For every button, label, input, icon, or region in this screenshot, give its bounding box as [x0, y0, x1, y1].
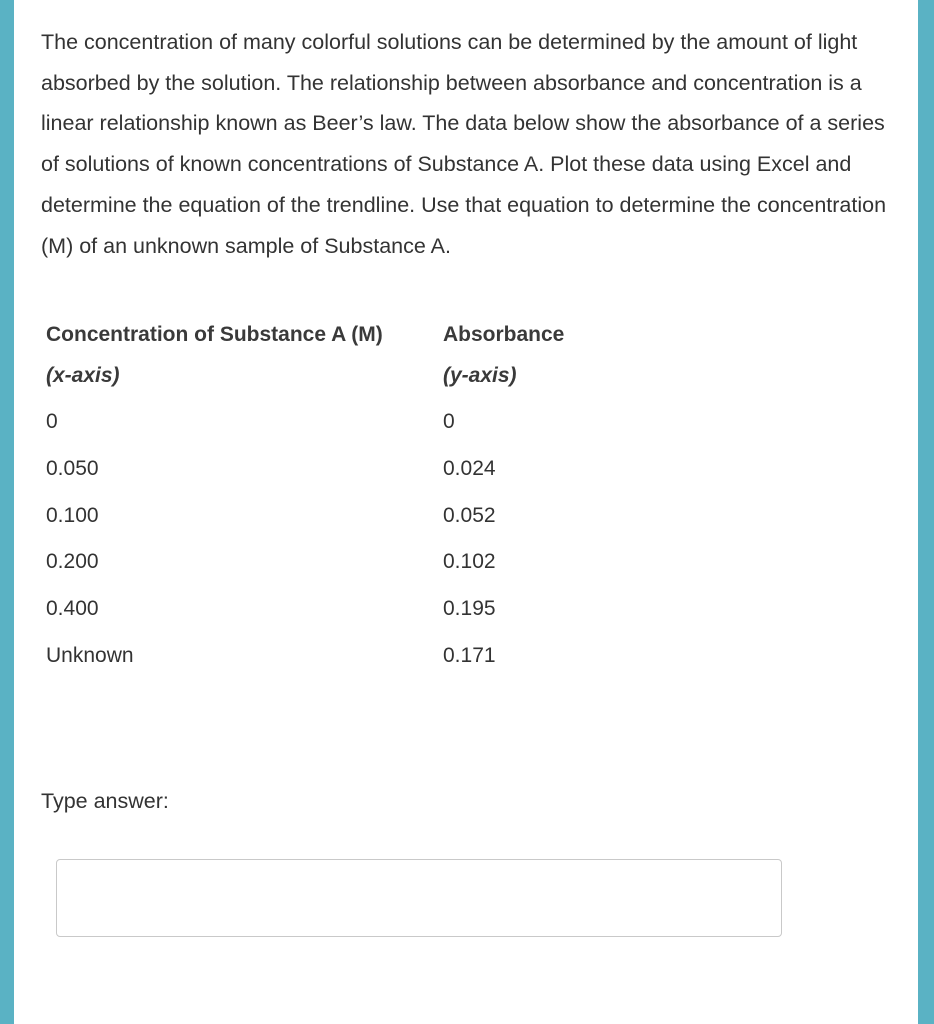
question-text: The concentration of many colorful solutions can be determined by the amount of light absorbed by the solution. The relationship between absorbance and concentration is a linear relationship known as Beer’s law. The data below show the absorbance of a series of solutions of known concentrations of Substance A. Plot these data using Excel and determine the equation of the trendline. Use that equation to determine the concentration (M) of an unknown sample of Substance A. — [41, 30, 887, 258]
data-table — [14, 0, 918, 700]
concentration-cell-unknown: Unknown — [46, 644, 134, 667]
absorbance-cell-unknown: 0.171 — [443, 644, 496, 667]
absorbance-cell: 0 — [443, 410, 455, 433]
y-axis-label: (y-axis) — [443, 364, 517, 387]
type-answer-label: Type answer: — [41, 789, 169, 813]
concentration-cell: 0.200 — [46, 550, 99, 573]
x-column-header: Concentration of Substance A (M) — [46, 323, 383, 346]
concentration-cell: 0.050 — [46, 457, 99, 480]
absorbance-cell: 0.024 — [443, 457, 496, 480]
y-column-header: Absorbance — [443, 323, 565, 346]
question-card — [14, 0, 918, 1024]
concentration-cell: 0 — [46, 410, 58, 433]
x-axis-label: (x-axis) — [46, 364, 120, 387]
absorbance-cell: 0.052 — [443, 504, 496, 527]
absorbance-cell: 0.102 — [443, 550, 496, 573]
concentration-cell: 0.400 — [46, 597, 99, 620]
concentration-cell: 0.100 — [46, 504, 99, 527]
answer-input[interactable] — [56, 859, 782, 937]
absorbance-cell: 0.195 — [443, 597, 496, 620]
